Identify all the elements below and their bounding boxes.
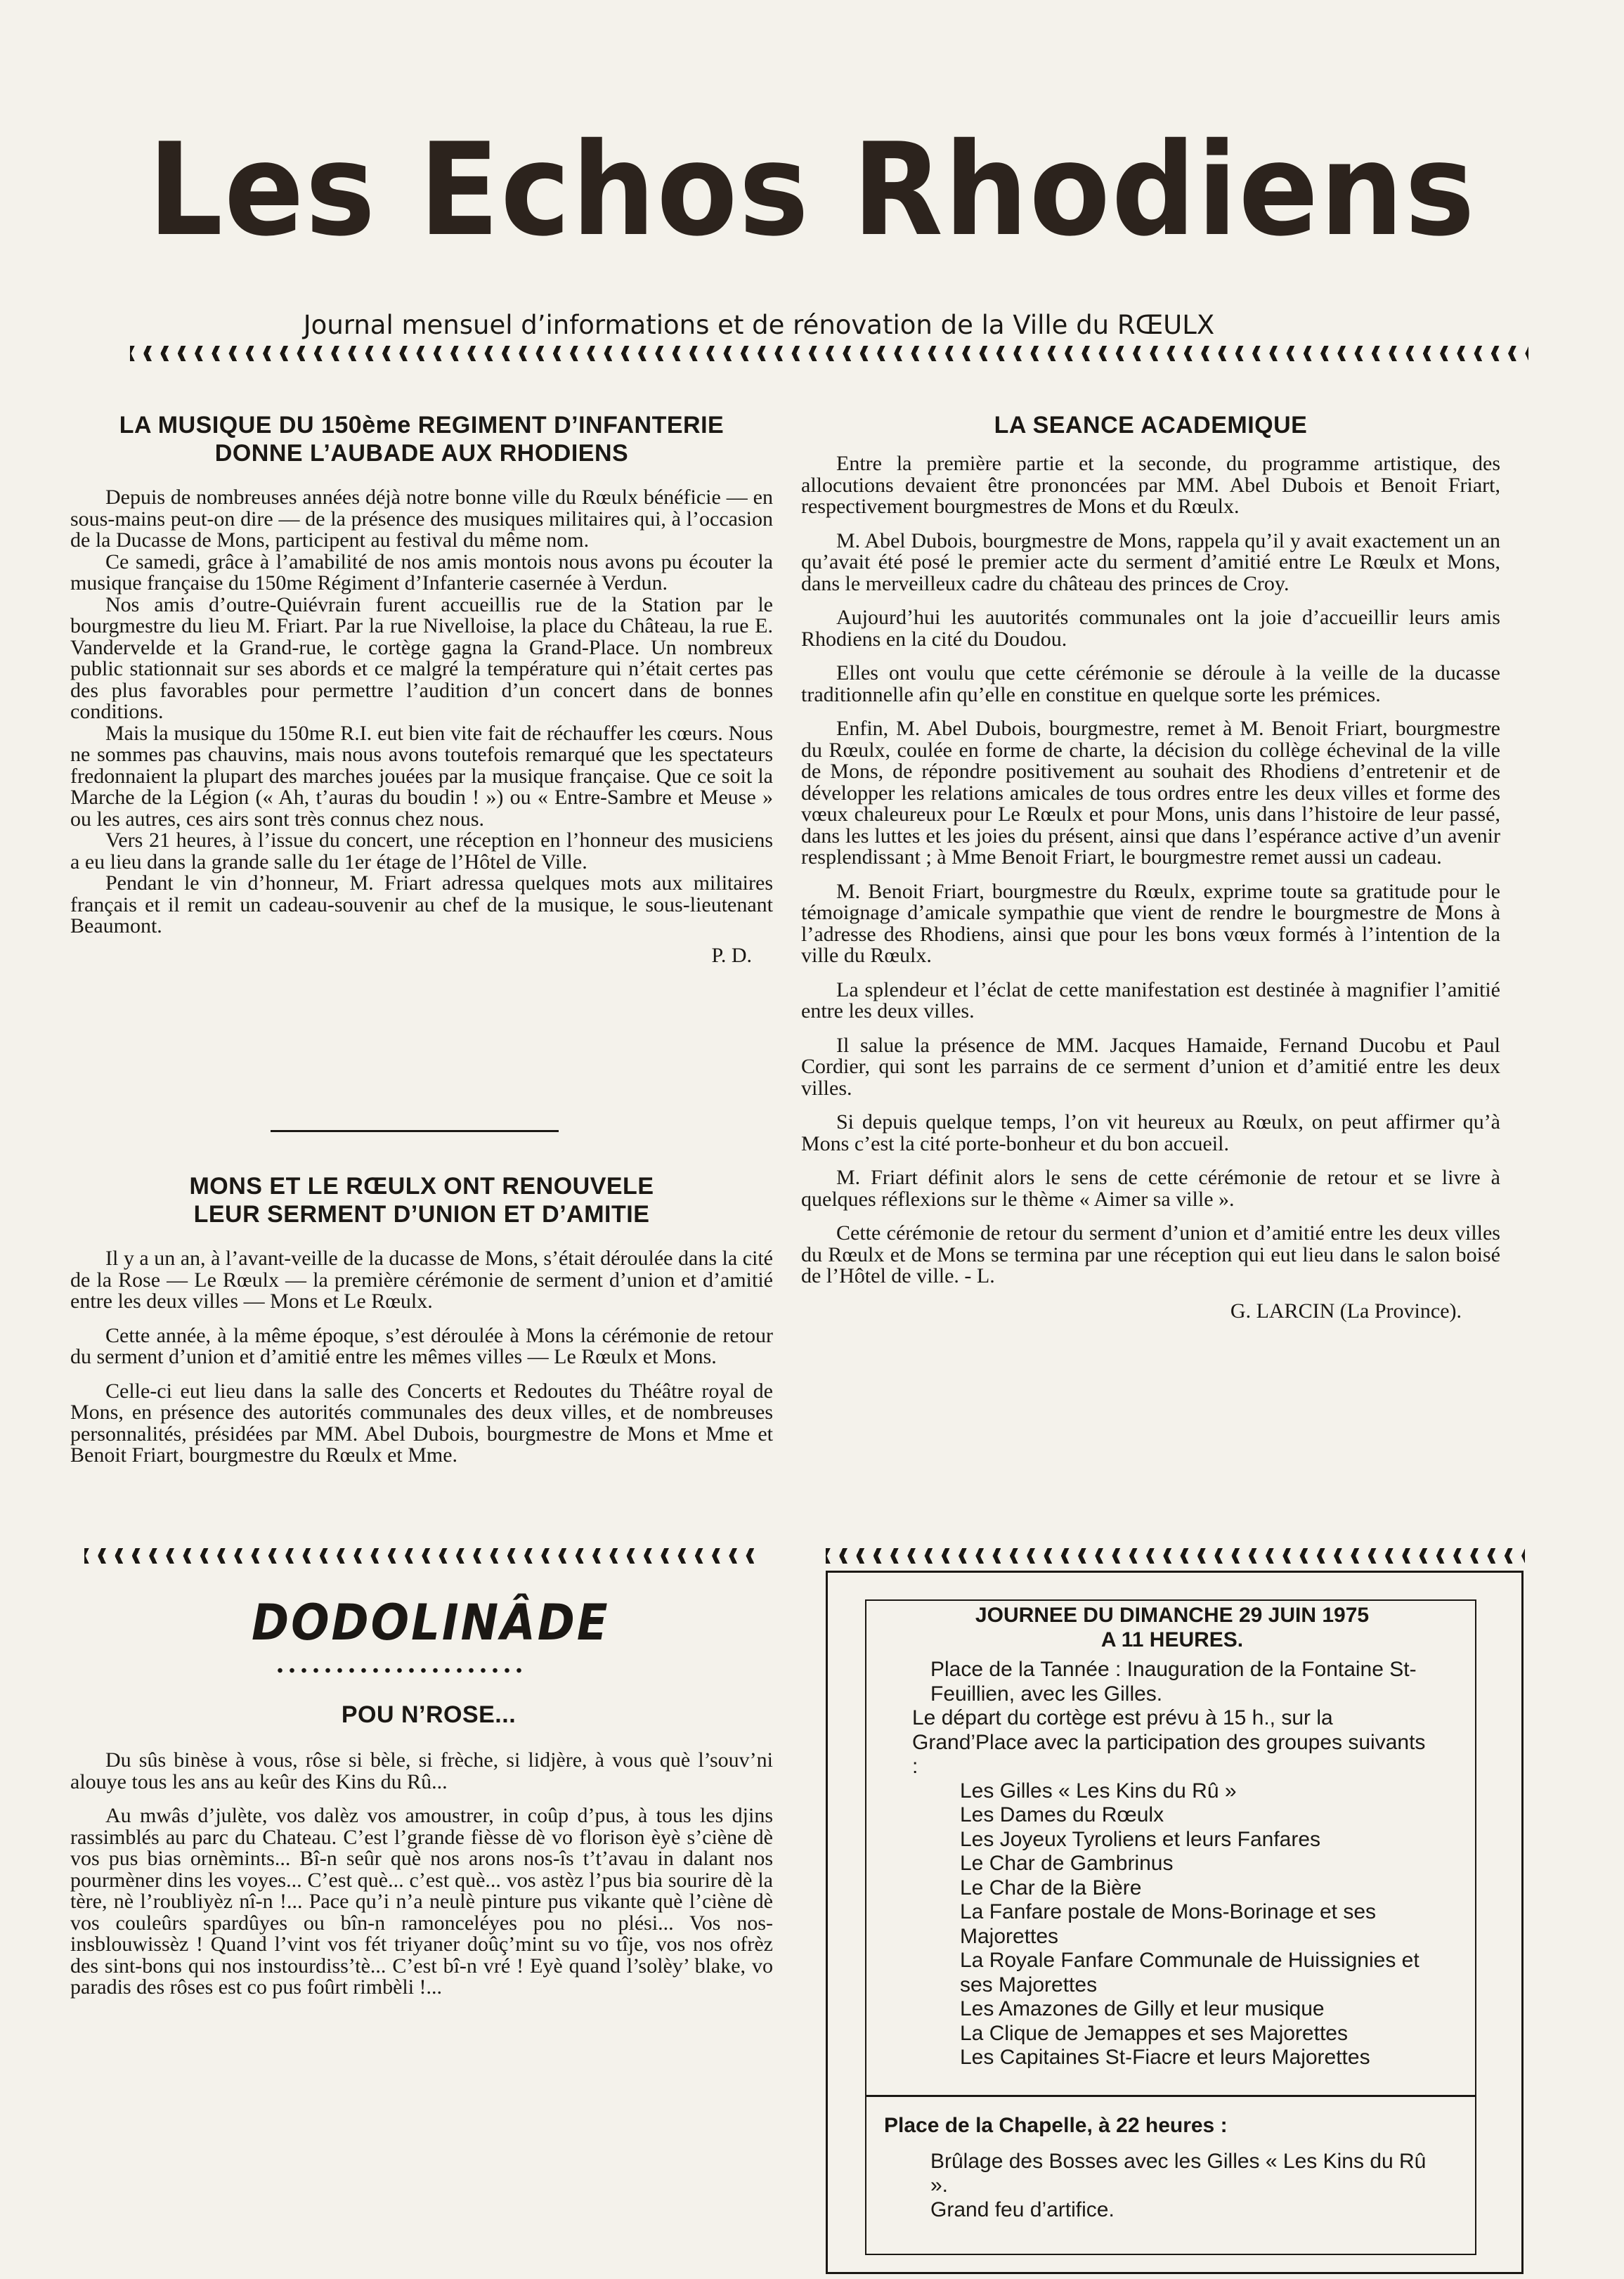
list-item: Les Gilles « Les Kins du Rû » bbox=[960, 1779, 1237, 1803]
list-item: La Clique de Jemappes et ses Majorettes bbox=[960, 2021, 1348, 2045]
list-item: Les Capitaines St-Fiacre et leurs Majorettes bbox=[960, 2046, 1370, 2069]
wave-rule-right bbox=[826, 1548, 1525, 1564]
masthead-subtitle: Journal mensuel d’informations et de rénovation de la Ville du RŒULX bbox=[303, 310, 1215, 340]
article-paragraph: Entre la première partie et la seconde, du programme artistique, des allocutions devaient être prononcées par MM. Abel Dubois et Benoit Friart, respectivement bourgmestres de Mons et du Rœulx. bbox=[801, 452, 1500, 518]
article-paragraph: Cette cérémonie de retour du serment d’union et d’amitié entre les deux villes du Rœulx et de Mons se termina par une réception qui eut lieu dans le salon boisé de l’Hôtel de ville. - L. bbox=[801, 1221, 1500, 1287]
dodolinade-title: DODOLINÂDE bbox=[252, 1595, 610, 1652]
article-musique-headline-2: DONNE L’AUBADE AUX RHODIENS bbox=[214, 440, 629, 467]
article-paragraph: Du sûs binèse à vous, rôse si bèle, si frèche, si lidjère, à vous què l’souv’ni alouye tous les ans au keûr des Kins du Rû... bbox=[70, 1748, 773, 1793]
programme-intro-1: Place de la Tannée : Inauguration de la Fontaine St-Feuillien, avec les Gilles. bbox=[930, 1658, 1417, 1706]
programme-evening bbox=[884, 2114, 1446, 2222]
article-musique-body bbox=[70, 487, 773, 937]
article-paragraph: Depuis de nombreuses années déjà notre bonne ville du Rœulx bénéficie — en sous-mains peut-on dire — de la présence des musiques militaires qui, à l’occasion de la Ducasse de Mons, participent au festival du même nom. bbox=[70, 486, 773, 552]
programme-title-1: JOURNEE DU DIMANCHE 29 JUIN 1975 bbox=[975, 1604, 1370, 1627]
list-item: Les Amazones de Gilly et leur musique bbox=[960, 1997, 1325, 2020]
article-paragraph: La splendeur et l’éclat de cette manifestation est destinée à magnifier l’amitié entre les deux villes. bbox=[801, 978, 1500, 1022]
dodolinade-subtitle: POU N’ROSE... bbox=[341, 1701, 517, 1728]
article-paragraph: Au mwâs d’julète, vos dalèz vos amoustrer, in coûp d’pus, à tous les djins rassimblés au parc du Chateau. C’est l’grande fièsse dè vo florison èyè s’ciène dè vos pus bias ornèmints... Bî-n seûr què nos arons nos-îs t’t’avau in dalant nos pourmèner dins les voyes... C’est què... c’est què... vos astèz l’pus bia sourire dè la tère, nè l’roubliyèz nî-n !... Pace qu’i n’a neulè pinture pus vikante què l’ciène dè vos couleûrs spardûyes ou bîn-n ramonceléyes pou no plési... Vos nos-insblouwissèz ! Quand l’vint vos fét triyaner doûç’mint su vo tîje, vos nos ofrèz des sint-bons qui nos instourdiss’tè... C’est bî-n vré ! Eyè quand l’solèy’ blake, vo paradis des rôses est co pus foûrt rimbèli !... bbox=[70, 1804, 773, 1999]
masthead-title: Les Echos Rhodiens bbox=[148, 115, 1476, 264]
programme-groups bbox=[884, 1779, 1460, 2070]
list-item: Grand feu d’artifice. bbox=[930, 2197, 1115, 2221]
article-paragraph: Elles ont voulu que cette cérémonie se déroule à la veille de la ducasse traditionnelle afin qu’elle en constitue en quelque sorte les prémices. bbox=[801, 661, 1500, 706]
article-serment bbox=[70, 1172, 773, 1479]
article-paragraph: Nos amis d’outre-Quiévrain furent accueillis rue de la Station par le bourgmestre du lieu M. Friart. Par la rue Nivelloise, la place du Château, la rue E. Vandervelde et la Grand-rue, le cortège gagna la Grand-Place. Un nombreux public stationnait sur ses abords et ce malgré la température qui n’était certes pas des plus favorables pour permettre l’audition d’un concert dans de bonnes conditions. bbox=[70, 592, 773, 723]
programme-evening-items bbox=[884, 2150, 1446, 2223]
dotted-rule bbox=[274, 1667, 527, 1674]
article-paragraph: Pendant le vin d’honneur, M. Friart adressa quelques mots aux militaires français et il remit un cadeau-souvenir au chef de la musique, le sous-lieutenant Beaumont. bbox=[70, 871, 773, 937]
article-musique-headline-1: LA MUSIQUE DU 150ème REGIMENT D’INFANTERIE bbox=[119, 412, 725, 439]
list-item: Brûlage des Bosses avec les Gilles « Les Kins du Rû ». bbox=[930, 2149, 1427, 2197]
article-paragraph: Ce samedi, grâce à l’amabilité de nos amis montois nous avons pu écouter la musique française du 150me Régiment d’Infanterie casernée à Verdun. bbox=[70, 550, 773, 595]
article-seance-body bbox=[801, 453, 1500, 1287]
list-item: Les Joyeux Tyroliens et leurs Fanfares bbox=[960, 1827, 1321, 1851]
article-paragraph: Il salue la présence de MM. Jacques Hamaide, Fernand Ducobu et Paul Cordier, qui sont les parrains de ce serment d’union et d’amitié entre les deux villes. bbox=[801, 1033, 1500, 1100]
programme-intro-2: Le départ du cortège est prévu à 15 h., sur la Grand’Place avec la participation des groupes suivants : bbox=[912, 1706, 1426, 1778]
list-item: Les Dames du Rœulx bbox=[960, 1803, 1164, 1826]
list-item: La Fanfare postale de Mons-Borinage et ses Majorettes bbox=[960, 1900, 1377, 1948]
list-item: La Royale Fanfare Communale de Huissignies et ses Majorettes bbox=[960, 1949, 1420, 1996]
article-paragraph: Enfin, M. Abel Dubois, bourgmestre, remet à M. Benoit Friart, bourgmestre du Rœulx, coulée en forme de charte, la décision du collège échevinal de la ville de Mons, de répondre positivement au souhait des Rhodiens d’entretenir et de développer les relations amicales de tous ordres entre les deux villes et forme des vœux chaleureux pour Le Rœulx et pour Mons, unis dans l’histoire de leur passé, dans les luttes et les joies du présent, ainsi que dans l’espérance active d’un avenir resplendissant ; à Mme Benoit Friart, le bourgmestre remet aussi un cadeau. bbox=[801, 717, 1500, 869]
programme-main bbox=[884, 1604, 1460, 2070]
article-seance bbox=[801, 411, 1500, 1323]
masthead-wave-rule bbox=[130, 346, 1528, 361]
article-musique bbox=[70, 411, 773, 967]
article-paragraph: Si depuis quelque temps, l’on vit heureux au Rœulx, on peut affirmer qu’à Mons c’est la cité porte-bonheur et du bon accueil. bbox=[801, 1110, 1500, 1155]
dodolinade bbox=[70, 1595, 773, 2011]
wave-rule-left bbox=[84, 1548, 759, 1564]
list-item: Le Char de Gambrinus bbox=[960, 1852, 1174, 1875]
programme-title-2: A 11 HEURES. bbox=[1100, 1628, 1244, 1651]
article-serment-body bbox=[70, 1248, 773, 1467]
article-separator bbox=[271, 1130, 559, 1132]
article-paragraph: M. Abel Dubois, bourgmestre de Mons, rappela qu’il y avait exactement un an qu’avait été posé le premier acte du serment d’amitié entre Le Rœulx et Mons, dans le merveilleux cadre du château des princes de Croy. bbox=[801, 528, 1500, 595]
article-seance-signature: G. LARCIN (La Province). bbox=[1230, 1299, 1462, 1323]
article-paragraph: Cette année, à la même époque, s’est déroulée à Mons la cérémonie de retour du serment d’union et d’amitié entre les mêmes villes — Le Rœulx et Mons. bbox=[70, 1323, 773, 1368]
article-paragraph: Mais la musique du 150me R.I. eut bien vite fait de réchauffer les cœurs. Nous ne sommes pas chauvins, mais nous avons toutefois remarqué que les spectateurs fredonnaient la plupart des marches jouées par la musique française. Que ce soit la Marche de la Légion (« Ah, t’auras du boudin ! ») ou « Entre-Sambre et Meuse » ou les autres, ces airs sont très connus chez nous. bbox=[70, 721, 773, 831]
article-musique-signature: P. D. bbox=[711, 943, 752, 967]
article-serment-headline-2: LEUR SERMENT D’UNION ET D’AMITIE bbox=[193, 1201, 650, 1228]
article-paragraph: Celle-ci eut lieu dans la salle des Concerts et Redoutes du Théâtre royal de Mons, en présence des autorités communales des deux villes, et de nombreuses personnalités, présidées par MM. Abel Dubois, bourgmestre de Mons et Mme et Benoit Friart, bourgmestre du Rœulx et Mme. bbox=[70, 1379, 773, 1467]
article-paragraph: M. Benoit Friart, bourgmestre du Rœulx, exprime toute sa gratitude pour le témoignage d’amicale sympathie que vient de rendre le bourgmestre de Mons à l’adresse des Rhodiens, ainsi que pour les bons vœux formés à l’intention de la ville du Rœulx. bbox=[801, 879, 1500, 967]
article-serment-headline-1: MONS ET LE RŒULX ONT RENOUVELE bbox=[189, 1173, 654, 1200]
programme-evening-title: Place de la Chapelle, à 22 heures : bbox=[884, 2114, 1228, 2137]
article-paragraph: Vers 21 heures, à l’issue du concert, une réception en l’honneur des musiciens a eu lieu dans la grande salle du 1er étage de l’Hôtel de Ville. bbox=[70, 829, 773, 874]
article-paragraph: Il y a un an, à l’avant-veille de la ducasse de Mons, s’était déroulée dans la cité de la Rose — Le Rœulx — la première cérémonie de serment d’union et d’amitié entre les deux villes — Mons et Le Rœulx. bbox=[70, 1247, 773, 1313]
article-seance-headline: LA SEANCE ACADEMIQUE bbox=[994, 412, 1308, 439]
programme-divider bbox=[865, 2095, 1476, 2097]
dodolinade-body bbox=[70, 1750, 773, 1999]
programme-box bbox=[826, 1571, 1524, 2274]
list-item: Le Char de la Bière bbox=[960, 1876, 1142, 1900]
article-paragraph: M. Friart définit alors le sens de cette cérémonie de retour et se livre à quelques réflexions sur le thème « Aimer sa ville ». bbox=[801, 1166, 1500, 1211]
article-paragraph: Aujourd’hui les auutorités communales ont la joie d’accueillir leurs amis Rhodiens en la cité du Doudou. bbox=[801, 606, 1500, 651]
